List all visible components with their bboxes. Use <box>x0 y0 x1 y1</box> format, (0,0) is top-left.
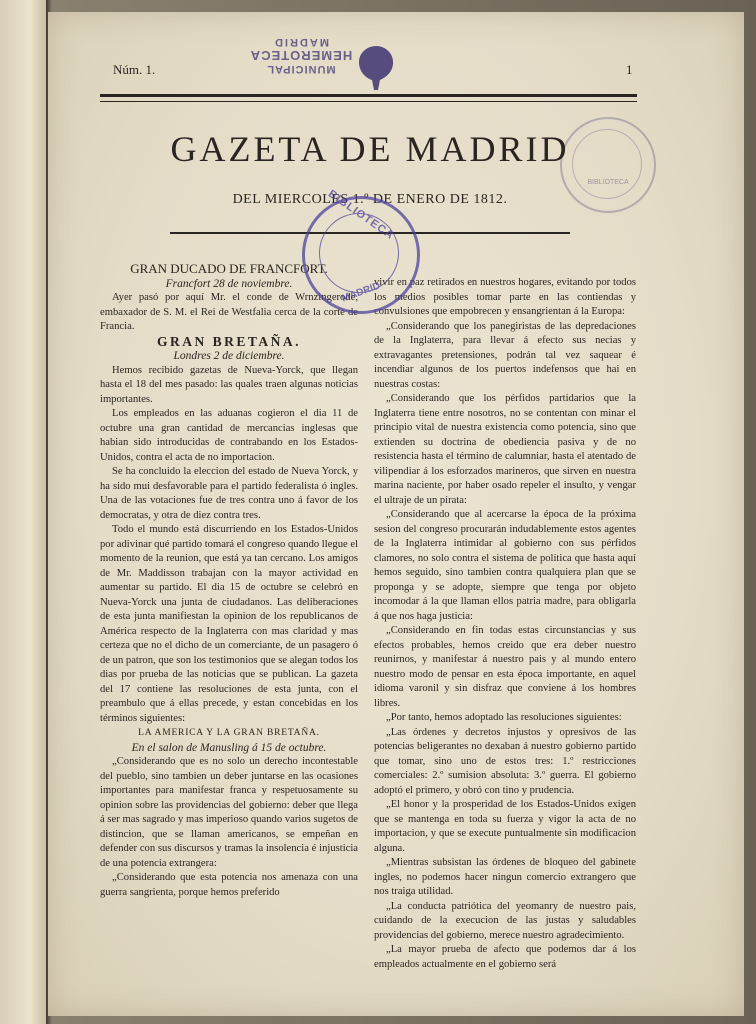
ink-seal-icon <box>356 44 396 92</box>
page-number: 1 <box>626 62 633 77</box>
biblioteca-round-stamp: BIBLIOTECA MADRID <box>302 196 420 314</box>
stamp-line-municipal: MUNICIPAL <box>266 63 336 75</box>
paragraph: Se ha concluido la eleccion del estado de Nueva Yorck, y ha sido mui desfavorable para el partido federalista ó ingles. Una de las votaciones fue de tres contra uno á favor de los democratas, y otra de diez contra tres. <box>100 466 358 521</box>
paragraph: „Considerando en fin todas estas circunstancias y sus efectos probables, hemos creido que era deber nuestro reunirnos, y manifestar á nuestro pais y al mundo entero nuestro modo de pensar en esta época importante, en aquel idioma varonil y sin disfraz que conviene á los hombres libres. <box>374 625 636 709</box>
paragraph: „Mientras subsistan las órdenes de bloqueo del gabinete ingles, no podemos hacer ningun comercio extrangero que nos traiga utilidad. <box>374 857 636 897</box>
column-right <box>374 276 636 972</box>
paragraph: Hemos recibido gazetas de Nueva-Yorck, que llegan hasta el 18 del mes pasado: las quales traen algunas noticias importantes. <box>100 364 358 405</box>
dateline-salon: En el salon de Manusling á 15 de octubre. <box>131 741 327 754</box>
paragraph: „La conducta patriótica del yeomanry de nuestro pais, cuidando de la execucion de las justas y saludables providencias del gobierno, merece nuestro agradecimiento. <box>374 900 636 941</box>
paragraph: Ayer pasó por aquí Mr. el conde de Wrnzingerode, embaxador de S. M. el Rei de Westfalia cerca de la corte de Francia. <box>100 292 358 332</box>
paragraph: „Considerando que es no solo un derecho incontestable del pueblo, sino tambien un deber juntarse en las ocasiones importantes para manifestar franca y respetuosamente su opinion sobre las providencias del gobierno: deber que llega á ser mas sagrado y mas imperioso quando varios sugetos de distincion, que se llaman americanos, se empeñan en defender con sus discursos y tramas la insolencia é injusticia de una potencia extrangera: <box>100 756 358 869</box>
paragraph: „El honor y la prosperidad de los Estados-Unidos exigen que se mantenga en toda su fuerza y vigor la acta de no importacion, y que se execute puntualmente sin modificacion alguna. <box>374 799 636 854</box>
newspaper-title: GAZETA DE MADRID <box>170 129 570 169</box>
paragraph: Los empleados en las aduanas cogieron el dia 11 de octubre una gran cantidad de mercancias inglesas que habian sido introducidas de contrabando en los Estados-Unidos, contra el acta de no importacion. <box>100 408 358 463</box>
column-left <box>100 262 358 900</box>
left-page-edge <box>0 0 46 1024</box>
sub-heading-america: LA AMERICA Y LA GRAN BRETAÑA. <box>138 728 320 738</box>
paragraph: „Considerando que esta potencia nos amenaza con una guerra sangrienta, porque hemos preferido <box>100 872 358 898</box>
faint-library-stamp: BIBLIOTECA <box>560 117 656 213</box>
paragraph: „Considerando que los panegiristas de las depredaciones de la Inglaterra, para llevar á efecto sus necias y extravagantes pretensiones, podrán tal vez saquear é incendiar algunos de los puertos indefensos que hai en nuestras costas: <box>374 320 636 390</box>
section-heading-gran-bretana: GRAN BRETAÑA. <box>156 333 301 349</box>
newspaper-page <box>48 12 744 1016</box>
dateline-francfort: Francfort 28 de noviembre. <box>165 277 293 290</box>
paragraph: Todo el mundo está discurriendo en los Estados-Unidos por adivinar qué partido tomará el congreso quando llegue el momento de la reunion, que está ya tan cercano. Los amigos de Mr. Maddisson trabajan con la mayor actividad en aumentar su partido. El dia 15 de octubre se celebró en Nueva-Yorck una junta de ciudadanos. Las deliberaciones de esta junta manifiestan la opinion de los republicanos de América respecto de la Inglaterra con mas claridad y mas certeza que no el dicho de un comerciante, de un pasagero ó de un patron, que son los testimonios que se alegan todos los dias por prueba de las noticias que se publican. La gazeta del 17 contiene las resoluciones de esta junta, con el preambulo que á ellas precede, y estan concebidas en los términos siguientes: <box>100 524 358 724</box>
hemeroteca-stamp <box>226 36 376 94</box>
dateline-londres: Londres 2 de diciembre. <box>173 350 285 362</box>
date-line: DEL MIERCOLES 1.º DE ENERO DE 1812. <box>232 192 508 207</box>
paragraph: „Las órdenes y decretos injustos y opresivos de las potencias beligerantes no dexaban á nuestro gobierno partido que tomar, sino uno de estos tres: 1.º restricciones comerciales: 2.º sumision absoluta: 3.º guerra. El gobierno adoptó el primero, y obró con tino y prudencia. <box>374 726 636 796</box>
paragraph: vivir en paz retirados en nuestros hogares, evitando por todos los medios posibles tomar parte en las contiendas y convulsiones que empobrecen y ensangrientan á la Europa: <box>374 277 636 317</box>
stamp-line-madrid: MADRID <box>273 36 329 48</box>
header-rule-thin <box>100 101 637 102</box>
paragraph: „Considerando que los pérfidos partidarios que la Inglaterra tiene entre nosotros, no se contentan con minar el principio vital de nuestra existencia como potencia, sino que extienden su doctrina de obediencia pasiva y de no resistencia hasta el término de calumniar, hasta el atentado de vilipendiar á los esforzados marineros, que sirven en nuestra marina naciente, por haber osado repeler el insulto, y vengar el ultraje de un pirata: <box>374 393 636 506</box>
paragraph: „La mayor prueba de afecto que podemos dar á los empleados actualmente en el gobierno será <box>374 944 636 970</box>
section-heading-francfort: GRAN DUCADO DE FRANCFORT. <box>130 261 328 276</box>
paragraph: „Considerando que al acercarse la época de la próxima sesion del congreso procurarán indudablemente estos agentes de la Inglaterra intimidar al gobierno con sus pérfidos clamores, no solo contra el sistema de política que hasta aquí hemos seguido, sino tambien contra qualquiera plan que se proponga y se adopte, siempre que tenga por objeto incomodar á la que llaman ellos patria madre, para obligarla á que nos haga justicia: <box>374 509 636 622</box>
header-rule-thick <box>100 94 637 97</box>
stamp-line-hemeroteca: HEMEROTECA <box>249 48 353 63</box>
paragraph: „Por tanto, hemos adoptado las resoluciones siguientes: <box>386 712 622 723</box>
issue-number: Núm. 1. <box>113 62 156 77</box>
